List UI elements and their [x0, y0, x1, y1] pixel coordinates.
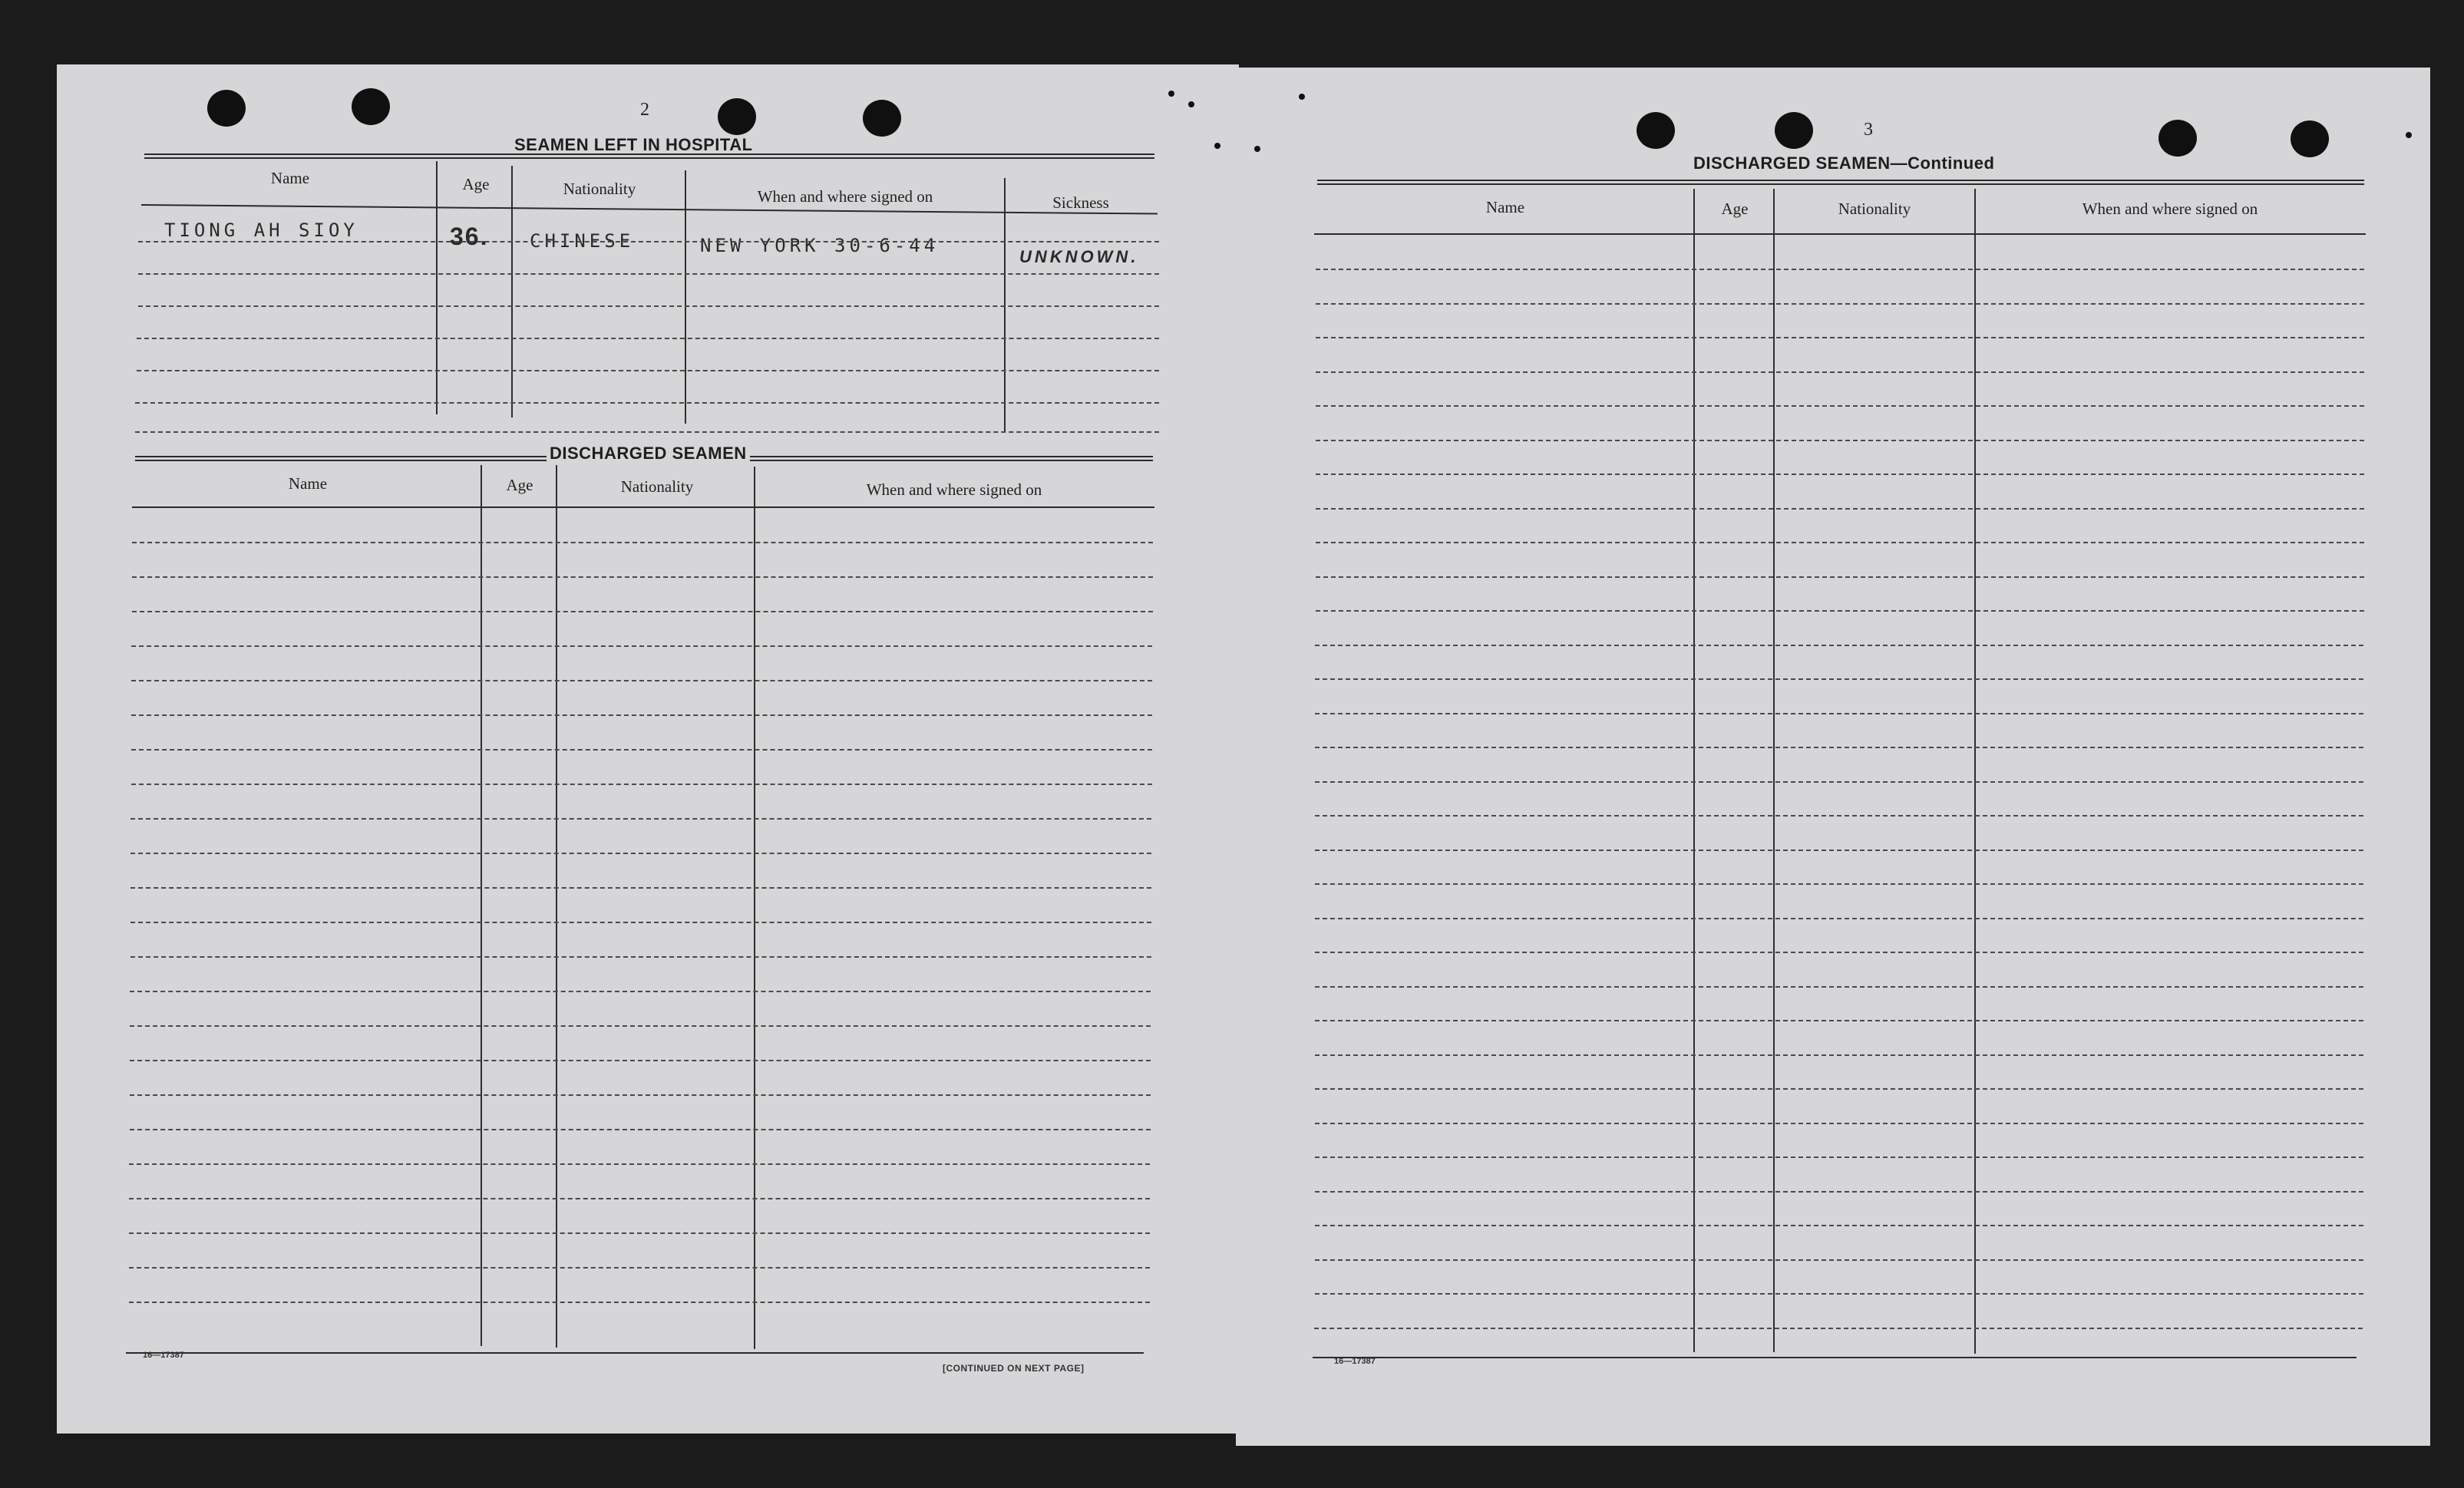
- entry-line: [1316, 440, 2364, 441]
- entry-line: [130, 956, 1151, 958]
- page-number: 2: [640, 100, 649, 120]
- entry-line: [131, 784, 1152, 785]
- entry-line: [130, 922, 1151, 923]
- entry-line: [1315, 850, 2363, 851]
- entry-line: [1315, 645, 2363, 646]
- col-header-nationality: Nationality: [620, 477, 694, 496]
- punch-hole: [863, 100, 901, 137]
- bottom-rule: [1313, 1357, 2357, 1358]
- entry-line: [1315, 1054, 2363, 1056]
- ink-speck: [1254, 146, 1260, 152]
- entry-line: [130, 1094, 1151, 1096]
- hospital-section-title: SEAMEN LEFT IN HOSPITAL: [514, 135, 753, 154]
- col-header-signed-on: When and where signed on: [2082, 200, 2258, 218]
- entry-line: [137, 338, 1159, 339]
- title-suffix: —Continued: [1890, 153, 1995, 173]
- column-divider: [1004, 178, 1006, 431]
- entry-line: [1315, 713, 2363, 714]
- entry-line: [1315, 678, 2363, 680]
- col-header-name: Name: [1485, 198, 1525, 216]
- entry-line: [1316, 542, 2364, 543]
- entry-line: [138, 241, 1159, 243]
- entry-line: [1315, 986, 2363, 988]
- entry-line: [1315, 1123, 2363, 1124]
- punch-hole: [2291, 120, 2329, 157]
- bottom-rule: [126, 1352, 1144, 1354]
- entry-line: [129, 1163, 1150, 1165]
- entry-line: [1315, 1191, 2363, 1193]
- column-divider: [1773, 189, 1775, 1352]
- entry-line: [131, 645, 1152, 647]
- patient-age: 36.: [450, 223, 489, 250]
- entry-line: [131, 680, 1152, 681]
- punch-hole: [2158, 120, 2197, 157]
- title-main: DISCHARGED SEAMEN: [1693, 153, 1891, 173]
- ink-speck: [1299, 94, 1305, 100]
- column-divider: [685, 170, 686, 424]
- entry-line: [1314, 1328, 2363, 1329]
- entry-line: [137, 370, 1159, 371]
- entry-line: [130, 1025, 1151, 1027]
- column-divider: [556, 465, 557, 1348]
- page-number: 3: [1864, 120, 1873, 140]
- entry-line: [135, 402, 1159, 404]
- entry-line: [1316, 473, 2364, 475]
- entry-line: [131, 749, 1152, 751]
- entry-line: [1315, 1293, 2363, 1295]
- entry-line: [1316, 405, 2364, 407]
- column-header-rule: [1314, 233, 2366, 235]
- col-header-nationality: Nationality: [563, 180, 636, 198]
- entry-line: [130, 991, 1151, 992]
- punch-hole: [1637, 112, 1675, 149]
- entry-line: [135, 431, 1159, 433]
- entry-line: [1315, 815, 2363, 817]
- entry-line: [1315, 918, 2363, 919]
- discharged-continued-title: [1693, 153, 1994, 173]
- ink-speck: [2406, 132, 2412, 138]
- entry-line: [1315, 1225, 2363, 1226]
- entry-line: [129, 1232, 1150, 1234]
- header-rule: [144, 153, 1154, 159]
- entry-line: [1315, 747, 2363, 748]
- column-header-rule: [132, 506, 1154, 508]
- column-divider: [754, 467, 755, 1349]
- entry-line: [1316, 371, 2364, 373]
- entry-line: [132, 542, 1153, 543]
- entry-line: [1315, 883, 2363, 885]
- col-header-name: Name: [288, 474, 328, 493]
- entry-line: [130, 1060, 1151, 1061]
- entry-line: [1316, 337, 2364, 338]
- punch-hole: [207, 90, 246, 127]
- entry-line: [129, 1267, 1150, 1269]
- entry-line: [1315, 781, 2363, 783]
- punch-hole: [352, 88, 390, 125]
- entry-line: [1316, 303, 2364, 305]
- col-header-nationality: Nationality: [1838, 200, 1911, 218]
- entry-line: [1315, 1156, 2363, 1158]
- column-divider: [1693, 189, 1695, 1352]
- entry-line: [1315, 952, 2363, 953]
- discharged-section-title: DISCHARGED SEAMEN: [547, 444, 750, 464]
- form-code: 16—17387: [143, 1351, 184, 1360]
- col-header-signed-on: When and where signed on: [757, 187, 933, 206]
- ink-speck: [1188, 101, 1194, 107]
- entry-line: [138, 273, 1159, 275]
- entry-line: [129, 1198, 1150, 1199]
- col-header-age: Age: [506, 476, 533, 494]
- entry-line: [1315, 1259, 2363, 1261]
- entry-line: [132, 576, 1153, 578]
- column-divider: [511, 166, 513, 417]
- entry-line: [1316, 508, 2364, 510]
- entry-line: [1316, 269, 2364, 270]
- continued-note: [CONTINUED ON NEXT PAGE]: [943, 1363, 1085, 1374]
- column-divider: [436, 161, 438, 414]
- entry-line: [131, 714, 1152, 716]
- patient-signed-on: NEW YORK 30-6-44: [700, 235, 940, 256]
- entry-line: [130, 1129, 1151, 1130]
- header-rule: [1317, 180, 2364, 185]
- punch-hole: [718, 98, 756, 135]
- entry-line: [1316, 576, 2364, 578]
- col-header-sickness: Sickness: [1052, 193, 1109, 212]
- column-divider: [1974, 189, 1976, 1354]
- ink-speck: [1168, 91, 1174, 97]
- form-code: 16—17387: [1334, 1357, 1376, 1366]
- patient-name: TIONG AH SIOY: [164, 219, 358, 241]
- entry-line: [1316, 610, 2364, 612]
- col-header-age: Age: [1721, 200, 1749, 218]
- entry-line: [1315, 1020, 2363, 1021]
- punch-hole: [1775, 112, 1813, 149]
- entry-line: [1315, 1088, 2363, 1090]
- patient-nationality: CHINESE: [530, 230, 635, 252]
- patient-sickness: UNKNOWN.: [1019, 247, 1139, 266]
- entry-line: [130, 853, 1151, 854]
- right-page: [1236, 68, 2430, 1446]
- entry-line: [138, 305, 1159, 307]
- col-header-age: Age: [462, 175, 490, 193]
- entry-line: [130, 818, 1151, 820]
- col-header-signed-on: When and where signed on: [866, 480, 1042, 499]
- ink-speck: [1214, 143, 1220, 149]
- entry-line: [129, 1302, 1150, 1303]
- column-divider: [481, 465, 482, 1346]
- entry-line: [132, 611, 1153, 612]
- col-header-name: Name: [270, 169, 310, 187]
- entry-line: [130, 887, 1151, 889]
